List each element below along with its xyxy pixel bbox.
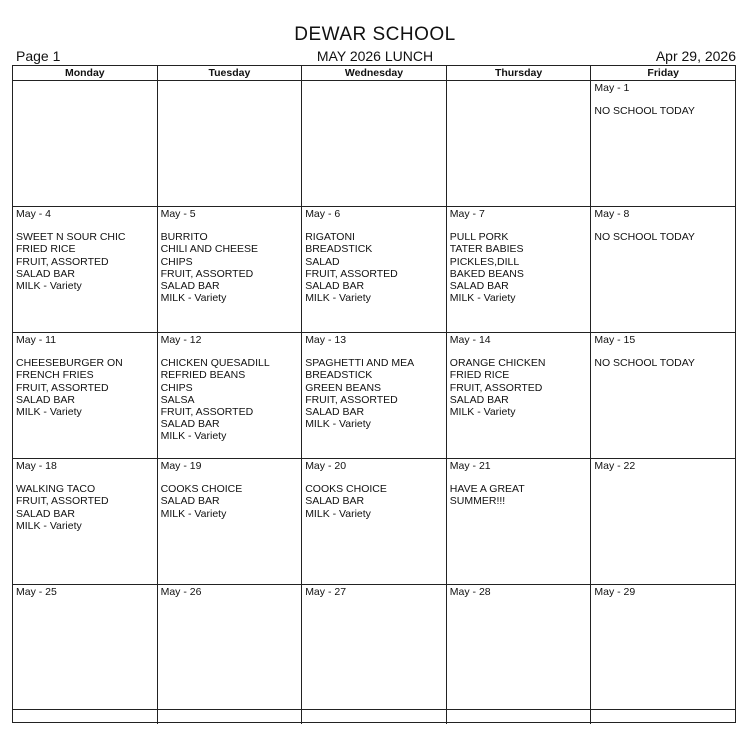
menu-item: FRUIT, ASSORTED <box>305 267 398 280</box>
day-cell <box>447 585 592 724</box>
week-row <box>13 333 735 459</box>
menu-item: CHEESEBURGER ON <box>16 357 123 370</box>
menu-item: SALAD BAR <box>16 393 75 406</box>
menu-item: SALAD BAR <box>160 280 220 293</box>
day-cell <box>591 333 735 458</box>
day-date: May - 15 <box>594 334 636 346</box>
menu-item: NO SCHOOL TODAY <box>594 105 695 118</box>
school-title: DEWAR SCHOOL <box>294 24 456 45</box>
day-date: May - 4 <box>16 208 52 220</box>
day-date: May - 25 <box>16 586 57 598</box>
day-cell <box>158 459 303 584</box>
menu-item: CHIPS <box>160 381 193 394</box>
menu-item: RIGATONI <box>305 231 355 244</box>
menu-item: FRIED RICE <box>449 369 510 382</box>
menu-item: SALAD BAR <box>160 418 220 431</box>
menu-item: FRUIT, ASSORTED <box>16 255 109 268</box>
day-cell <box>447 81 592 206</box>
menu-item: SALAD <box>305 255 340 268</box>
menu-item: SALAD BAR <box>449 280 509 293</box>
day-cell <box>158 81 303 206</box>
menu-item: CHIPS <box>160 255 193 268</box>
day-date: May - 29 <box>594 586 636 598</box>
menu-item: WALKING TACO <box>16 483 96 496</box>
day-date: May - 12 <box>160 334 202 346</box>
day-cell <box>158 333 303 458</box>
week-row <box>13 585 735 724</box>
day-cell <box>13 81 158 206</box>
day-date: May - 8 <box>594 208 630 220</box>
day-date: May - 18 <box>16 460 57 472</box>
menu-item: BAKED BEANS <box>449 267 524 280</box>
day-date: May - 1 <box>594 82 630 94</box>
menu-item: SWEET N SOUR CHIC <box>16 231 126 244</box>
weekday-header-thursday: Thursday <box>447 66 592 80</box>
menu-item: MILK - Variety <box>160 507 227 520</box>
day-date: May - 11 <box>16 334 57 346</box>
day-cell <box>591 459 735 584</box>
weekday-header-monday: Monday <box>13 66 158 80</box>
menu-item: NO SCHOOL TODAY <box>594 231 695 244</box>
day-cell <box>591 207 735 332</box>
page-label: Page 1 <box>16 48 61 64</box>
day-date: May - 14 <box>449 334 491 346</box>
menu-item: FRUIT, ASSORTED <box>16 495 109 508</box>
menu-item: COOKS CHOICE <box>305 483 387 496</box>
menu-item: SALSA <box>160 393 195 406</box>
menu-item: PICKLES,DILL <box>449 255 520 268</box>
day-date: May - 20 <box>305 460 347 472</box>
day-cell <box>447 333 592 458</box>
menu-item: FRUIT, ASSORTED <box>16 381 109 394</box>
menu-item: SALAD BAR <box>16 507 75 520</box>
day-date: May - 19 <box>160 460 202 472</box>
day-cell <box>13 459 158 584</box>
day-date: May - 21 <box>449 460 491 472</box>
header-row <box>14 48 736 66</box>
weekday-header-row <box>13 66 735 81</box>
menu-item: COOKS CHOICE <box>160 483 243 496</box>
menu-item: PULL PORK <box>449 231 509 244</box>
day-cell <box>447 207 592 332</box>
menu-item: SALAD BAR <box>305 495 365 508</box>
menu-item: CHICKEN QUESADILL <box>160 357 270 370</box>
menu-item: SALAD BAR <box>305 280 365 293</box>
menu-item: MILK - Variety <box>305 507 371 520</box>
menu-item: SALAD BAR <box>16 267 75 280</box>
menu-item: TATER BABIES <box>449 243 524 256</box>
menu-item: FRIED RICE <box>16 243 76 256</box>
weekday-header-tuesday: Tuesday <box>158 66 303 80</box>
menu-item: SUMMER!!! <box>449 495 506 508</box>
menu-item: ORANGE CHICKEN <box>449 357 546 370</box>
menu-item: BREADSTICK <box>305 243 373 256</box>
weekday-header-friday: Friday <box>647 67 679 79</box>
day-date: May - 27 <box>305 586 347 598</box>
day-cell <box>302 585 447 724</box>
week-row <box>13 81 735 207</box>
menu-item: FRUIT, ASSORTED <box>160 267 254 280</box>
day-cell <box>302 333 447 458</box>
day-date: May - 13 <box>305 334 347 346</box>
menu-item: FRUIT, ASSORTED <box>449 381 543 394</box>
calendar-weeks <box>13 81 735 724</box>
day-cell <box>302 459 447 584</box>
menu-item: MILK - Variety <box>160 292 227 305</box>
day-cell <box>591 585 735 724</box>
menu-item: SALAD BAR <box>449 393 509 406</box>
print-date: Apr 29, 2026 <box>655 48 736 64</box>
menu-item: GREEN BEANS <box>305 381 382 394</box>
day-cell <box>13 333 158 458</box>
weekday-header-wednesday: Wednesday <box>302 66 447 80</box>
menu-item: MILK - Variety <box>305 418 371 431</box>
day-cell <box>13 585 158 724</box>
menu-item: HAVE A GREAT <box>449 483 525 496</box>
menu-item: FRUIT, ASSORTED <box>305 393 398 406</box>
menu-item: MILK - Variety <box>16 280 82 293</box>
menu-item: MILK - Variety <box>160 430 227 443</box>
day-date: May - 26 <box>160 586 202 598</box>
day-date: May - 7 <box>449 208 485 220</box>
day-date: May - 6 <box>305 208 341 220</box>
menu-item: MILK - Variety <box>305 292 371 305</box>
menu-item: CHILI AND CHEESE <box>160 243 259 256</box>
day-cell <box>158 207 303 332</box>
menu-item: SPAGHETTI AND MEA <box>305 357 415 370</box>
day-cell <box>591 81 735 206</box>
day-cell <box>302 207 447 332</box>
day-date: May - 22 <box>594 460 636 472</box>
menu-item: NO SCHOOL TODAY <box>594 357 695 370</box>
week-row <box>13 459 735 585</box>
menu-item: SALAD BAR <box>160 495 220 508</box>
day-cell <box>13 207 158 332</box>
menu-item: SALAD BAR <box>305 406 365 419</box>
day-cell <box>447 459 592 584</box>
menu-title: MAY 2026 LUNCH <box>316 48 434 64</box>
menu-item: FRENCH FRIES <box>16 369 94 382</box>
menu-item: BREADSTICK <box>305 369 373 382</box>
menu-item: MILK - Variety <box>16 519 82 532</box>
bottom-rule <box>13 709 735 710</box>
menu-item: MILK - Variety <box>449 406 516 419</box>
menu-item: MILK - Variety <box>449 292 516 305</box>
menu-item: MILK - Variety <box>16 406 82 419</box>
day-date: May - 5 <box>160 208 196 220</box>
day-cell <box>158 585 303 724</box>
lunch-calendar <box>12 65 736 723</box>
menu-item: BURRITO <box>160 231 208 244</box>
day-date: May - 28 <box>449 586 491 598</box>
week-row <box>13 207 735 333</box>
menu-item: FRUIT, ASSORTED <box>160 406 254 419</box>
menu-item: REFRIED BEANS <box>160 369 246 382</box>
day-cell <box>302 81 447 206</box>
